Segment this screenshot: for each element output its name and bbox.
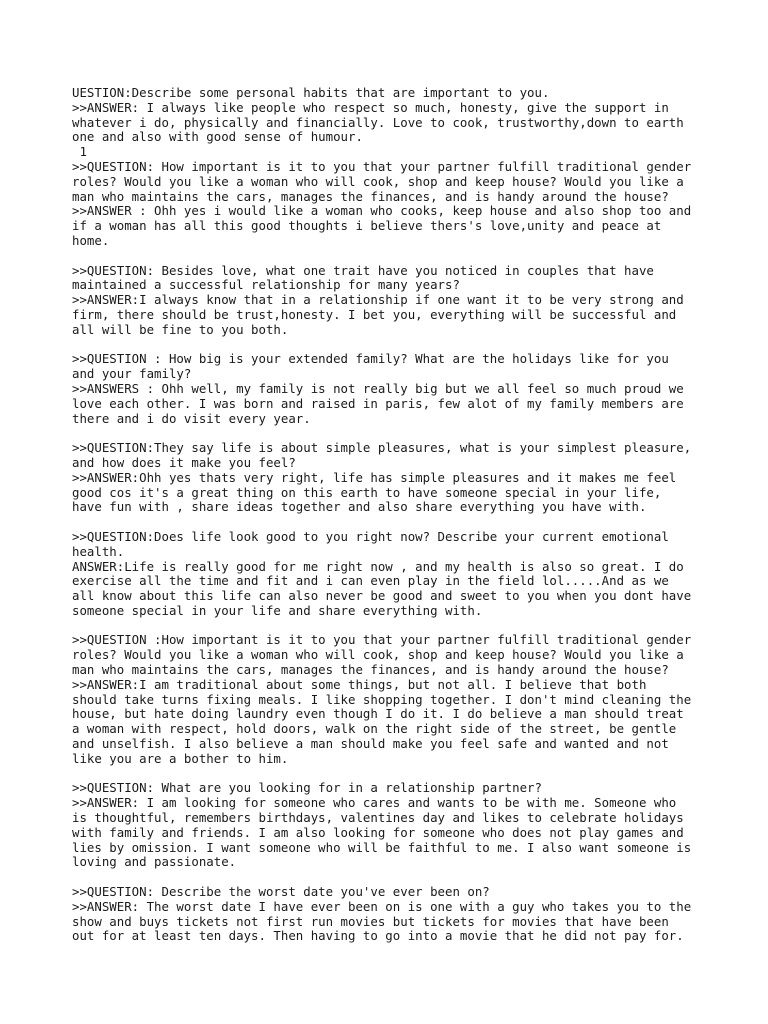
text-line: man who maintains the cars, manages the finances, and is handy around the house?	[72, 188, 669, 204]
text-line	[72, 619, 712, 634]
text-line: maintained a successful relationship for many years?	[72, 277, 460, 293]
text-line: and unselfish. I also believe a man should make you feel safe and wanted and not	[72, 736, 669, 752]
text-line: good cos it's a great thing on this earth to have someone special in your life,	[72, 484, 662, 500]
text-line: whatever i do, physically and financially. Love to cook, trustworthy,down to earth	[72, 114, 684, 130]
text-line: if a woman has all this good thoughts i believe thers's love,unity and peace at	[72, 218, 662, 234]
text-line: >>ANSWER : Ohh yes i would like a woman who cooks, keep house and also shop too and	[72, 203, 692, 219]
text-line: >>ANSWER: The worst date I have ever been on is one with a guy who takes you to the	[72, 898, 692, 914]
text-line: firm, there should be trust,honesty. I bet you, everything will be successful and	[72, 306, 677, 322]
text-line: exercise all the time and fit and i can even play in the field lol.....And as we	[72, 573, 669, 589]
text-line: >>ANSWER:I am traditional about some things, but not all. I believe that both	[72, 676, 647, 692]
text-line	[72, 767, 712, 782]
text-line	[72, 249, 712, 264]
text-line: someone special in your life and share everything with.	[72, 602, 483, 618]
text-line: and how does it make you feel?	[72, 454, 296, 470]
text-line: is thoughtful, remembers birthdays, valentines day and likes to celebrate holidays	[72, 810, 684, 826]
text-line: >>ANSWERS : Ohh well, my family is not really big but we all feel so much proud we	[72, 380, 684, 396]
text-line: roles? Would you like a woman who will cook, shop and keep house? Would you like a	[72, 647, 684, 663]
text-line: >>ANSWER:I always know that in a relationship if one want it to be very strong and	[72, 292, 684, 308]
text-line: >>QUESTION: What are you looking for in a relationship partner?	[72, 780, 542, 796]
text-line: >>QUESTION:Does life look good to you right now? Describe your current emotional	[72, 528, 669, 544]
text-line: like you are a bother to him.	[72, 750, 289, 766]
text-line: >>QUESTION: How important is it to you that your partner fulfill traditional gender	[72, 158, 692, 174]
text-line: >>ANSWER:Ohh yes thats very right, life has simple pleasures and it makes me feel	[72, 469, 677, 485]
text-line: >>ANSWER: I am looking for someone who cares and wants to be with me. Someone who	[72, 795, 677, 811]
text-line: and your family?	[72, 366, 192, 382]
text-line: house, but hate doing laundry even though I do it. I do believe a man should treat	[72, 706, 684, 722]
text-line: one and also with good sense of humour.	[72, 129, 363, 145]
text-line: have fun with , share ideas together and also share everything you have with.	[72, 499, 647, 515]
text-line: should take turns fixing meals. I like shopping together. I don't mind cleaning the	[72, 691, 692, 707]
text-line: UESTION:Describe some personal habits that are important to you.	[72, 85, 550, 100]
text-line: lies by omission. I want someone who will be faithful to me. I also want someone is	[72, 839, 692, 855]
text-line: health.	[72, 543, 125, 559]
text-line: love each other. I was born and raised in paris, few alot of my family members are	[72, 395, 684, 411]
text-line: with family and friends. I am also looking for someone who does not play games and	[72, 824, 684, 840]
text-line	[72, 515, 712, 530]
text-line: show and buys tickets not first run movies but tickets for movies that have been	[72, 913, 669, 929]
text-line: >>QUESTION: Describe the worst date you've ever been on?	[72, 884, 490, 900]
text-line: a woman with respect, hold doors, walk on the right side of the street, be gentle	[72, 721, 677, 737]
text-line: there and i do visit every year.	[72, 410, 311, 426]
text-line: ANSWER:Life is really good for me right now , and my health is also so great. I do	[72, 558, 684, 574]
text-line	[72, 426, 712, 441]
document-page	[72, 86, 712, 944]
text-line: all know about this life can also never be good and sweet to you when you dont have	[72, 588, 692, 604]
text-line: >>QUESTION : How big is your extended family? What are the holidays like for you	[72, 351, 669, 367]
text-line: 1	[72, 144, 87, 160]
text-line: all will be fine to you both.	[72, 321, 289, 337]
text-line: roles? Would you like a woman who will cook, shop and keep house? Would you like a	[72, 173, 684, 189]
text-line: out for at least ten days. Then having to go into a movie that he did not pay for.	[72, 928, 684, 944]
text-line: loving and passionate.	[72, 854, 237, 870]
text-line: home.	[72, 232, 110, 248]
text-line: >>QUESTION :How important is it to you that your partner fulfill traditional gender	[72, 632, 692, 648]
text-line: man who maintains the cars, manages the finances, and is handy around the house?	[72, 662, 669, 678]
text-line: >>ANSWER: I always like people who respect so much, honesty, give the support in	[72, 99, 669, 115]
text-line	[72, 870, 712, 885]
text-line: >>QUESTION:They say life is about simple pleasures, what is your simplest pleasure,	[72, 440, 692, 456]
text-line	[72, 338, 712, 353]
text-line: >>QUESTION: Besides love, what one trait have you noticed in couples that have	[72, 262, 654, 278]
